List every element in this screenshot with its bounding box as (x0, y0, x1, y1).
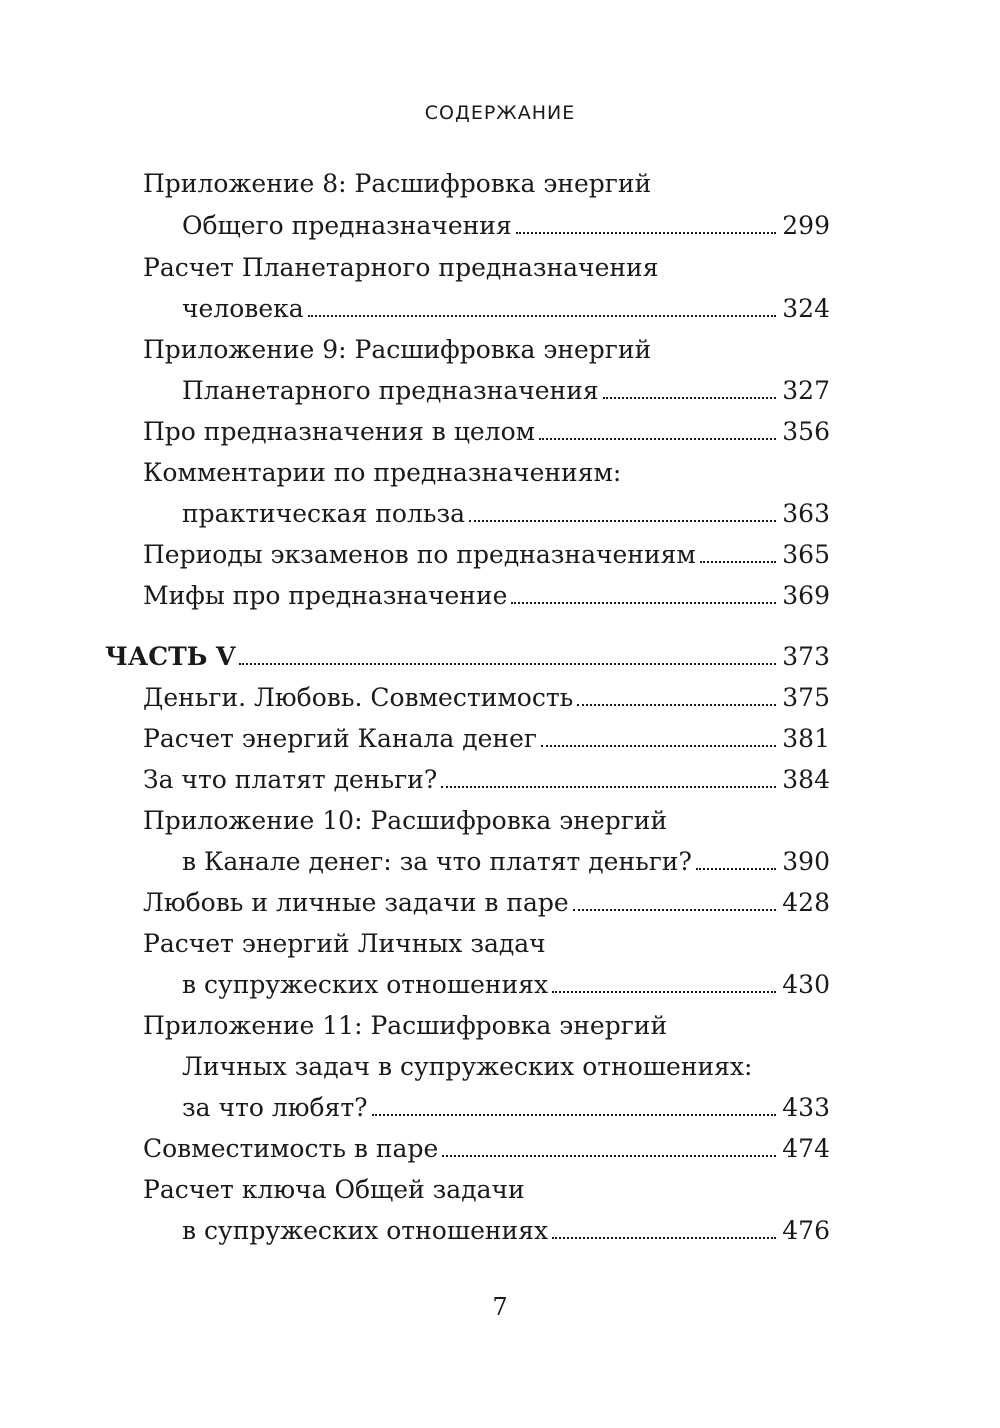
toc-entry-title: в супружеских отношениях (182, 1216, 549, 1245)
toc-entry-line (143, 1131, 830, 1167)
dot-leader (539, 420, 776, 440)
toc-page-number: 430 (782, 970, 830, 999)
toc-entry-title: Периоды экзаменов по предназначениям (143, 540, 696, 569)
toc-entry-line (143, 721, 830, 757)
toc-entry-line (143, 455, 621, 491)
dot-leader (469, 502, 776, 522)
dot-leader (552, 1219, 776, 1239)
toc-page-number: 356 (782, 417, 830, 446)
dot-leader (573, 891, 777, 911)
toc-entry-line (143, 762, 830, 798)
toc-entry-title: практическая польза (182, 499, 466, 528)
toc-part-heading (105, 639, 830, 675)
toc-entry-line (143, 250, 658, 286)
dot-leader (541, 727, 776, 747)
toc-page-number: 428 (782, 888, 830, 917)
toc-entry-title: Планетарного предназначения (182, 376, 599, 405)
toc-entry-title: Расчет энергий Канала денег (143, 724, 537, 753)
toc-entry-line (143, 578, 830, 614)
dot-leader (239, 645, 776, 665)
toc-page-number: 327 (782, 376, 830, 405)
toc-page-number: 324 (782, 294, 830, 323)
toc-page-number: 299 (782, 211, 830, 240)
toc-page-number: 384 (782, 765, 830, 794)
toc-entry-title: Приложение 11: Расшифровка энергий (143, 1011, 668, 1040)
toc-entry-title: Расчет ключа Общей задачи (143, 1175, 525, 1204)
toc-page-number: 433 (782, 1093, 830, 1122)
toc-entry-title: Личных задач в супружеских отношениях: (182, 1052, 753, 1081)
toc-entry-title: Мифы про предназначение (143, 581, 508, 610)
toc-page-number: 474 (782, 1134, 830, 1163)
dot-leader (511, 584, 776, 604)
toc-part-title: ЧАСТЬ V (105, 642, 236, 671)
toc-entry-title: человека (182, 294, 304, 323)
dot-leader (441, 768, 776, 788)
toc-page-number: 381 (782, 724, 830, 753)
toc-entry-line (182, 1090, 830, 1126)
toc-entry-title: Комментарии по предназначениям: (143, 458, 622, 487)
toc-entry-line (143, 885, 830, 921)
toc-entry-line (143, 332, 651, 368)
toc-entry-line (182, 1213, 830, 1249)
page-number: 7 (492, 1293, 508, 1321)
toc-entry-title: Приложение 10: Расшифровка энергий (143, 806, 668, 835)
toc-page-number: 369 (782, 581, 830, 610)
toc-entry-title: Про предназначения в целом (143, 417, 536, 446)
toc-entry-title: Совместимость в паре (143, 1134, 439, 1163)
toc-entry-title: За что платят деньги? (143, 765, 438, 794)
dot-leader (603, 379, 777, 399)
toc-entry-line (143, 414, 830, 450)
dot-leader (696, 850, 776, 870)
toc-entry-title: Общего предназначения (182, 211, 512, 240)
toc-entry-line (182, 291, 830, 327)
toc-entry-line (182, 373, 830, 409)
toc-entry-title: Приложение 9: Расшифровка энергий (143, 335, 652, 364)
toc-entry-line (182, 844, 830, 880)
toc-entry-line (182, 496, 830, 532)
dot-leader (552, 973, 776, 993)
dot-leader (577, 686, 776, 706)
toc-page-number: 365 (782, 540, 830, 569)
toc-page-number: 390 (782, 847, 830, 876)
toc-entry-line (182, 1049, 752, 1085)
toc-page-number: 363 (782, 499, 830, 528)
toc-entry-title: за что любят? (182, 1093, 368, 1122)
toc-entry-title: Деньги. Любовь. Совместимость (143, 683, 574, 712)
toc-entry-title: Приложение 8: Расшифровка энергий (143, 169, 652, 198)
dot-leader (442, 1137, 776, 1157)
toc-entry-title: в Канале денег: за что платят деньги? (182, 847, 692, 876)
toc-entry-line (143, 1172, 525, 1208)
toc-entry-line (143, 926, 546, 962)
dot-leader (372, 1096, 777, 1116)
toc-entry-title: Расчет энергий Личных задач (143, 929, 546, 958)
dot-leader (700, 543, 776, 563)
toc-entry-title: Расчет Планетарного предназначения (143, 253, 659, 282)
toc-entry-line (182, 967, 830, 1003)
toc-page-number: 476 (782, 1216, 830, 1245)
toc-entry-line (182, 208, 830, 244)
running-head: СОДЕРЖАНИЕ (424, 102, 576, 124)
toc-entry-line (143, 803, 667, 839)
toc-page-number: 375 (782, 683, 830, 712)
dot-leader (516, 214, 777, 234)
toc-page-number: 373 (782, 642, 830, 671)
toc-entry-title: в супружеских отношениях (182, 970, 549, 999)
toc-entry-title: Любовь и личные задачи в паре (143, 888, 569, 917)
toc-entry-line (143, 1008, 667, 1044)
dot-leader (308, 297, 777, 317)
toc-entry-line (143, 166, 651, 202)
toc-entry-line (143, 537, 830, 573)
toc-entry-line (143, 680, 830, 716)
